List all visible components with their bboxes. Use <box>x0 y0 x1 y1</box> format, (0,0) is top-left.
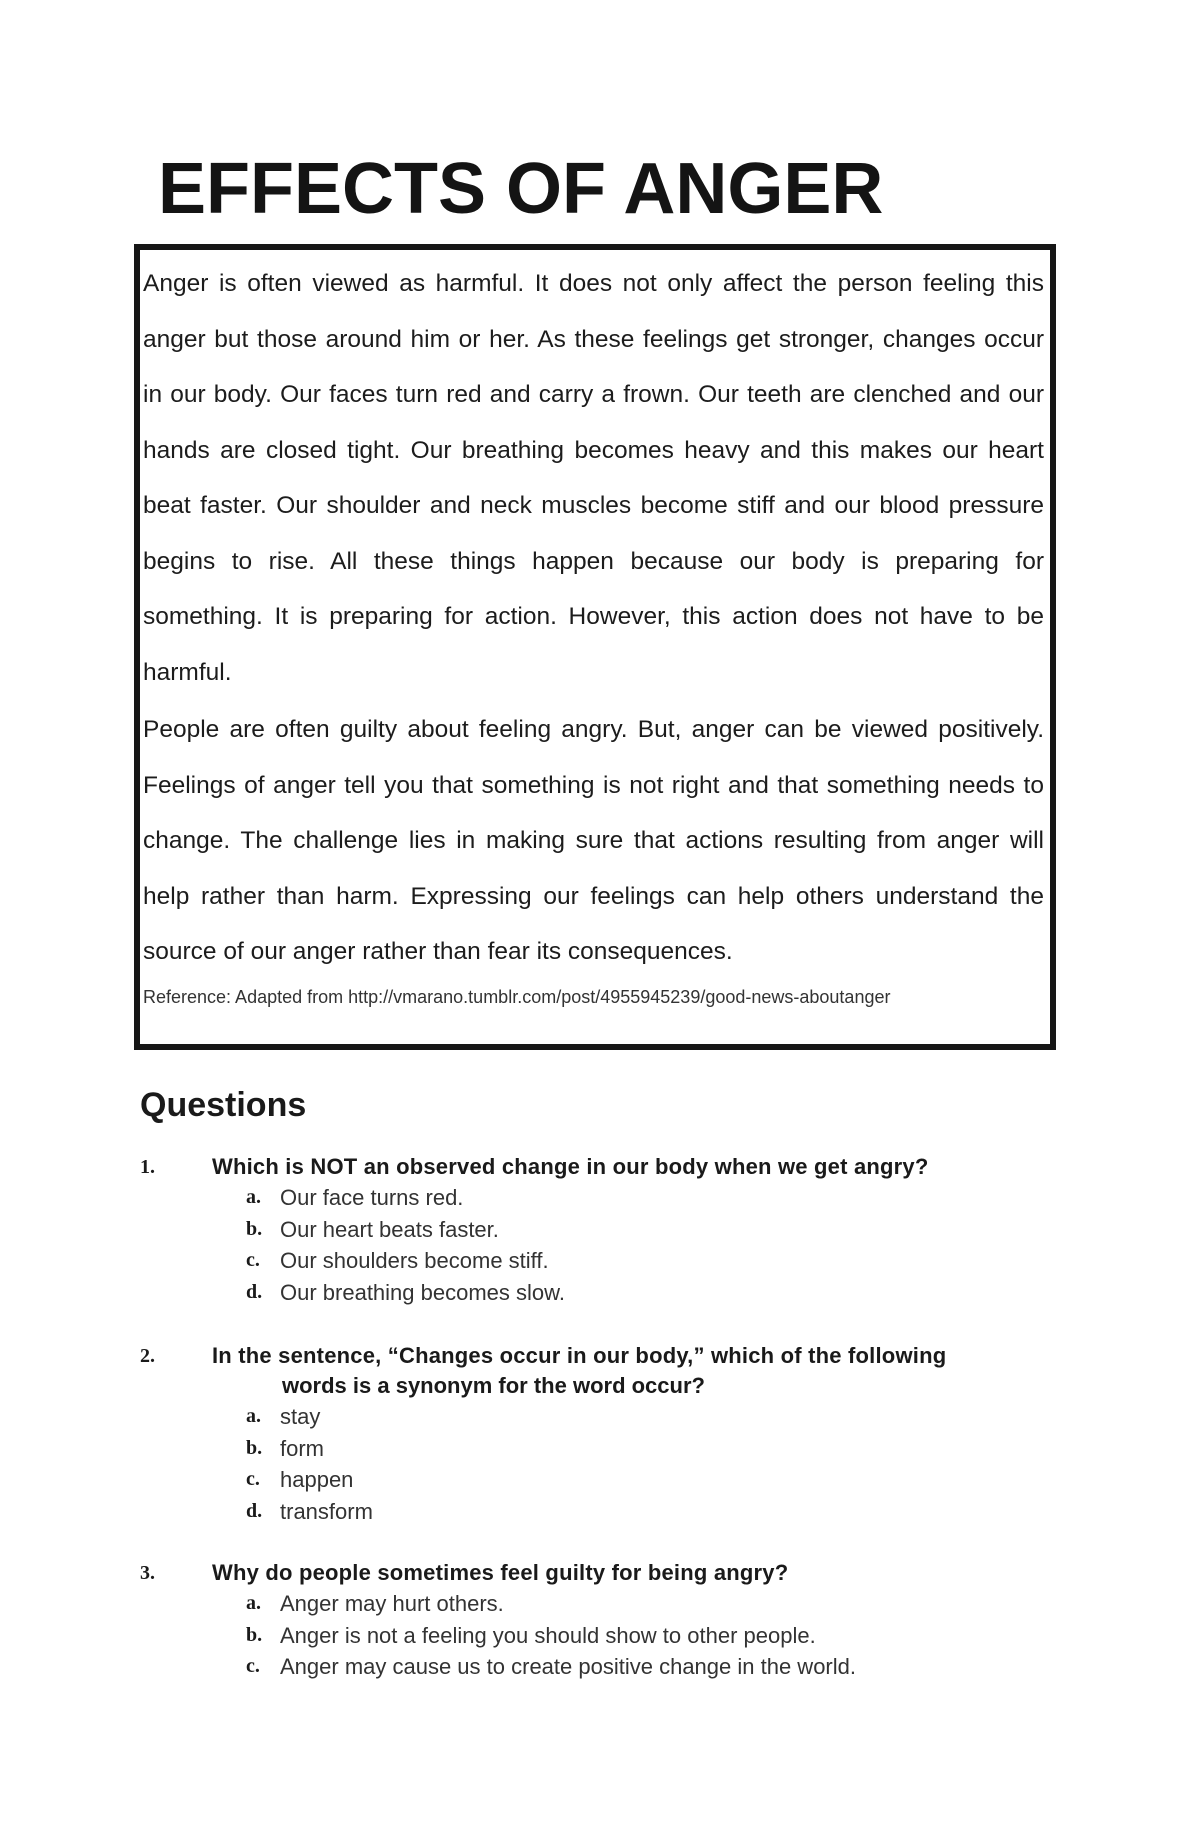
choice-item <box>140 1401 1040 1433</box>
reading-passage-box <box>134 244 1056 1050</box>
choice-letter: c. <box>246 1655 260 1677</box>
question-text-continued: words is a synonym for the word occur? <box>282 1373 705 1398</box>
choice-text: Our shoulders become stiff. <box>280 1248 549 1273</box>
choice-item <box>140 1588 1040 1620</box>
question-text: Why do people sometimes feel guilty for being angry? <box>212 1560 789 1585</box>
choice-letter: c. <box>246 1468 260 1490</box>
choice-text: Anger may hurt others. <box>280 1591 504 1616</box>
choice-text: Our breathing becomes slow. <box>280 1279 565 1305</box>
choice-text: happen <box>280 1467 354 1492</box>
choice-text: Our face turns red. <box>280 1185 464 1210</box>
questions-heading: Questions <box>140 1086 307 1124</box>
question-3 <box>140 1558 1040 1683</box>
choice-item <box>140 1245 1040 1277</box>
question-number: 1. <box>140 1156 155 1178</box>
choice-item <box>140 1214 1040 1246</box>
choice-text: transform <box>280 1498 373 1524</box>
reference-note: Reference: Adapted from http://vmarano.tumblr.com/post/4955945239/good-news-aboutanger <box>143 986 891 1007</box>
question-1 <box>140 1152 1040 1308</box>
choice-letter: a. <box>246 1186 261 1208</box>
choice-text: Our heart beats faster. <box>280 1216 499 1242</box>
choice-letter: a. <box>246 1405 261 1427</box>
reading-paragraph-1: Anger is often viewed as harmful. It does not only affect the person feeling this anger but those around him or her. As these feelings get stronger, changes occur in our body. Our faces turn red and carry a frown. Our teeth are clenched and our hands are closed tight. Our breathing becomes heavy and this makes our heart beat faster. Our shoulder and neck muscles become stiff and our blood pressure begins to rise. All these things happen because our body is preparing for something. It is preparing for action. However, this action does not have to be harmful. <box>143 270 1044 686</box>
choice-text: Anger is not a feeling you should show to other people. <box>280 1622 816 1648</box>
choice-item <box>140 1496 1040 1528</box>
choice-letter: b. <box>246 1623 263 1646</box>
choice-item <box>140 1277 1040 1309</box>
choice-item <box>140 1464 1040 1496</box>
question-number: 3. <box>140 1562 155 1584</box>
choice-item <box>140 1182 1040 1214</box>
choice-letter: d. <box>246 1280 263 1303</box>
choice-text: form <box>280 1435 324 1461</box>
page-title: EFFECTS OF ANGER <box>158 149 884 229</box>
choice-letter: d. <box>246 1499 263 1522</box>
question-number: 2. <box>140 1345 155 1367</box>
choice-letter: b. <box>246 1217 263 1240</box>
choice-text: Anger may cause us to create positive change in the world. <box>280 1654 856 1679</box>
choice-letter: c. <box>246 1249 260 1271</box>
choice-letter: a. <box>246 1592 261 1614</box>
choice-item <box>140 1651 1040 1683</box>
choice-text: stay <box>280 1404 321 1429</box>
choice-item <box>140 1433 1040 1465</box>
choice-letter: b. <box>246 1436 263 1459</box>
question-text: In the sentence, “Changes occur in our body,” which of the following <box>212 1343 947 1368</box>
question-text: Which is NOT an observed change in our body when we get angry? <box>212 1154 929 1179</box>
question-2 <box>140 1341 1040 1527</box>
choice-item <box>140 1620 1040 1652</box>
reading-paragraph-2: People are often guilty about feeling angry. But, anger can be viewed positively. Feelings of anger tell you that something is not right and that something needs to change. The challenge lies in making sure that actions resulting from anger will help rather than harm. Expressing our feelings can help others understand the source of our anger rather than fear its consequences. <box>143 716 1044 965</box>
